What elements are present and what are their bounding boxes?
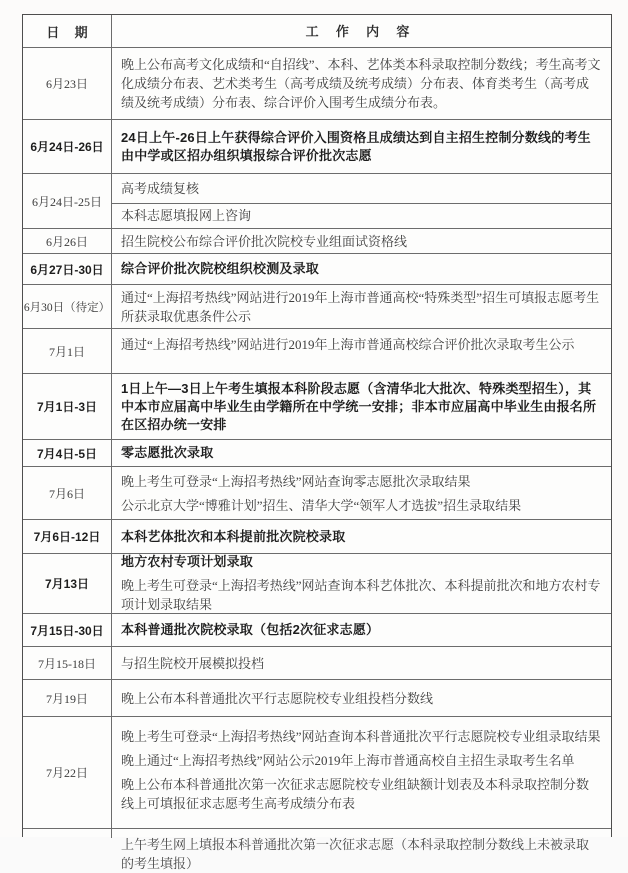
content-cell	[112, 329, 611, 373]
date-cell: 6月24日-26日	[23, 120, 112, 173]
date-cell: 7月15-18日	[23, 647, 112, 679]
date-cell: 7月6日	[23, 467, 112, 519]
date-cell: 7月4日-5日	[23, 440, 112, 466]
content-cell	[112, 680, 611, 716]
content-line: 本科普通批次院校录取（包括2次征求志愿）	[121, 622, 380, 637]
content-column-header: 工 作 内 容	[305, 23, 417, 39]
date-cell: 6月30日（待定）	[23, 285, 112, 328]
date-cell: 7月19日	[23, 680, 112, 716]
content-line: 招生院校公布综合评价批次院校专业组面试资格线	[121, 233, 408, 249]
date-cell: 7月22日	[23, 717, 112, 828]
content-line: 晚上考生可登录“上海招考热线”网站查询本科艺体批次、本科提前批次和地方农村专项计划录取结果	[121, 578, 601, 612]
table-row	[23, 613, 611, 646]
table-header-row	[23, 15, 611, 47]
content-cell	[112, 254, 611, 284]
content-subcell: 高考成绩复核	[121, 180, 200, 196]
table-row	[23, 646, 611, 679]
content-cell	[112, 374, 611, 439]
table-row	[23, 519, 611, 553]
date-cell: 6月26日	[23, 229, 112, 253]
content-cell	[112, 520, 611, 553]
date-cell: 7月15日-30日	[23, 614, 112, 646]
date-cell: 7月13日	[23, 554, 112, 613]
date-cell: 7月1日	[23, 329, 112, 373]
content-line: 晚上通过“上海招考热线”网站公示2019年上海市普通高校自主招生录取考生名单	[121, 753, 575, 768]
date-cell	[23, 829, 112, 838]
table-row	[23, 466, 611, 519]
table-row	[23, 228, 611, 253]
content-line: 与招生院校开展模拟投档	[121, 655, 265, 671]
content-line: 本科艺体批次和本科提前批次院校录取	[121, 528, 346, 544]
content-cell	[112, 467, 611, 519]
content-line: 晚上考生可登录“上海招考热线”网站查询零志愿批次录取结果	[121, 473, 471, 489]
table-row	[23, 679, 611, 716]
content-cell-split	[112, 174, 611, 228]
content-cell	[112, 647, 611, 679]
date-cell: 7月6日-12日	[23, 520, 112, 553]
content-line: 24日上午-26日上午获得综合评价入围资格且成绩达到自主招生控制分数线的考生由中学或区招办组织填报综合评价批次志愿	[121, 129, 591, 163]
table-row	[23, 328, 611, 373]
date-cell: 6月23日	[23, 48, 112, 119]
content-cell	[112, 829, 611, 871]
content-line: 零志愿批次录取	[121, 445, 214, 460]
content-cell	[112, 285, 611, 328]
table-row	[23, 716, 611, 828]
table-row	[23, 284, 611, 328]
content-cell	[112, 554, 611, 613]
content-line: 晚上公布高考文化成绩和“自招线”、本科、艺体类本科录取控制分数线；考生高考文化成绩分布表、艺术类考生（高考成绩及统考成绩）分布表、体育类考生（高考成绩及统考成绩）分布表、综合评价入围考生成绩分布表。	[121, 57, 601, 110]
table-row	[23, 119, 611, 173]
content-line-clipped: 上午考生网上填报本科普通批次第一次征求志愿（本科录取控制分数线上未被录取的考生填报）	[121, 837, 590, 871]
table-row	[23, 173, 611, 228]
content-cell	[112, 229, 611, 253]
table-row	[23, 439, 611, 466]
content-line: 晚上考生可登录“上海招考热线”网站查询本科普通批次平行志愿院校专业组录取结果	[121, 729, 601, 744]
content-cell	[112, 614, 611, 646]
table-row	[23, 373, 611, 439]
table-row	[23, 47, 611, 119]
table-row	[23, 553, 611, 613]
content-line: 晚上公布本科普通批次第一次征求志愿院校专业组缺额计划表及本科录取控制分数线上可填报征求志愿考生高考成绩分布表	[121, 777, 590, 811]
content-line: 综合评价批次院校组织校测及录取	[121, 261, 320, 276]
content-cell	[112, 440, 611, 466]
content-line: 地方农村专项计划录取	[121, 554, 254, 569]
table-row	[23, 253, 611, 284]
date-cell: 6月27日-30日	[23, 254, 112, 284]
content-line: 1日上午—3日上午考生填报本科阶段志愿（含清华北大批次、特殊类型招生），其中本市应届高中毕业生由学籍所在中学统一安排；非本市应届高中毕业生由报名所在区招办统一安排	[121, 380, 597, 432]
date-cell: 6月24日-25日	[23, 174, 112, 228]
content-line: 通过“上海招考热线”网站进行2019年上海市普通高校“特殊类型”招生可填报志愿考生所获录取优惠条件公示	[121, 289, 600, 324]
schedule-table	[22, 14, 612, 871]
content-line: 公示北京大学“博雅计划”招生、清华大学“领军人才选拔”招生录取结果	[121, 497, 522, 513]
content-line: 通过“上海招考热线”网站进行2019年上海市普通高校综合评价批次录取考生公示	[121, 337, 575, 352]
content-cell	[112, 48, 611, 119]
content-cell	[112, 717, 611, 828]
table-row-partial	[23, 828, 611, 871]
date-cell: 7月1日-3日	[23, 374, 112, 439]
content-subcell: 本科志愿填报网上咨询	[112, 203, 611, 228]
date-column-header: 日 期	[23, 15, 112, 47]
content-cell	[112, 120, 611, 173]
content-line: 晚上公布本科普通批次平行志愿院校专业组投档分数线	[121, 690, 434, 706]
